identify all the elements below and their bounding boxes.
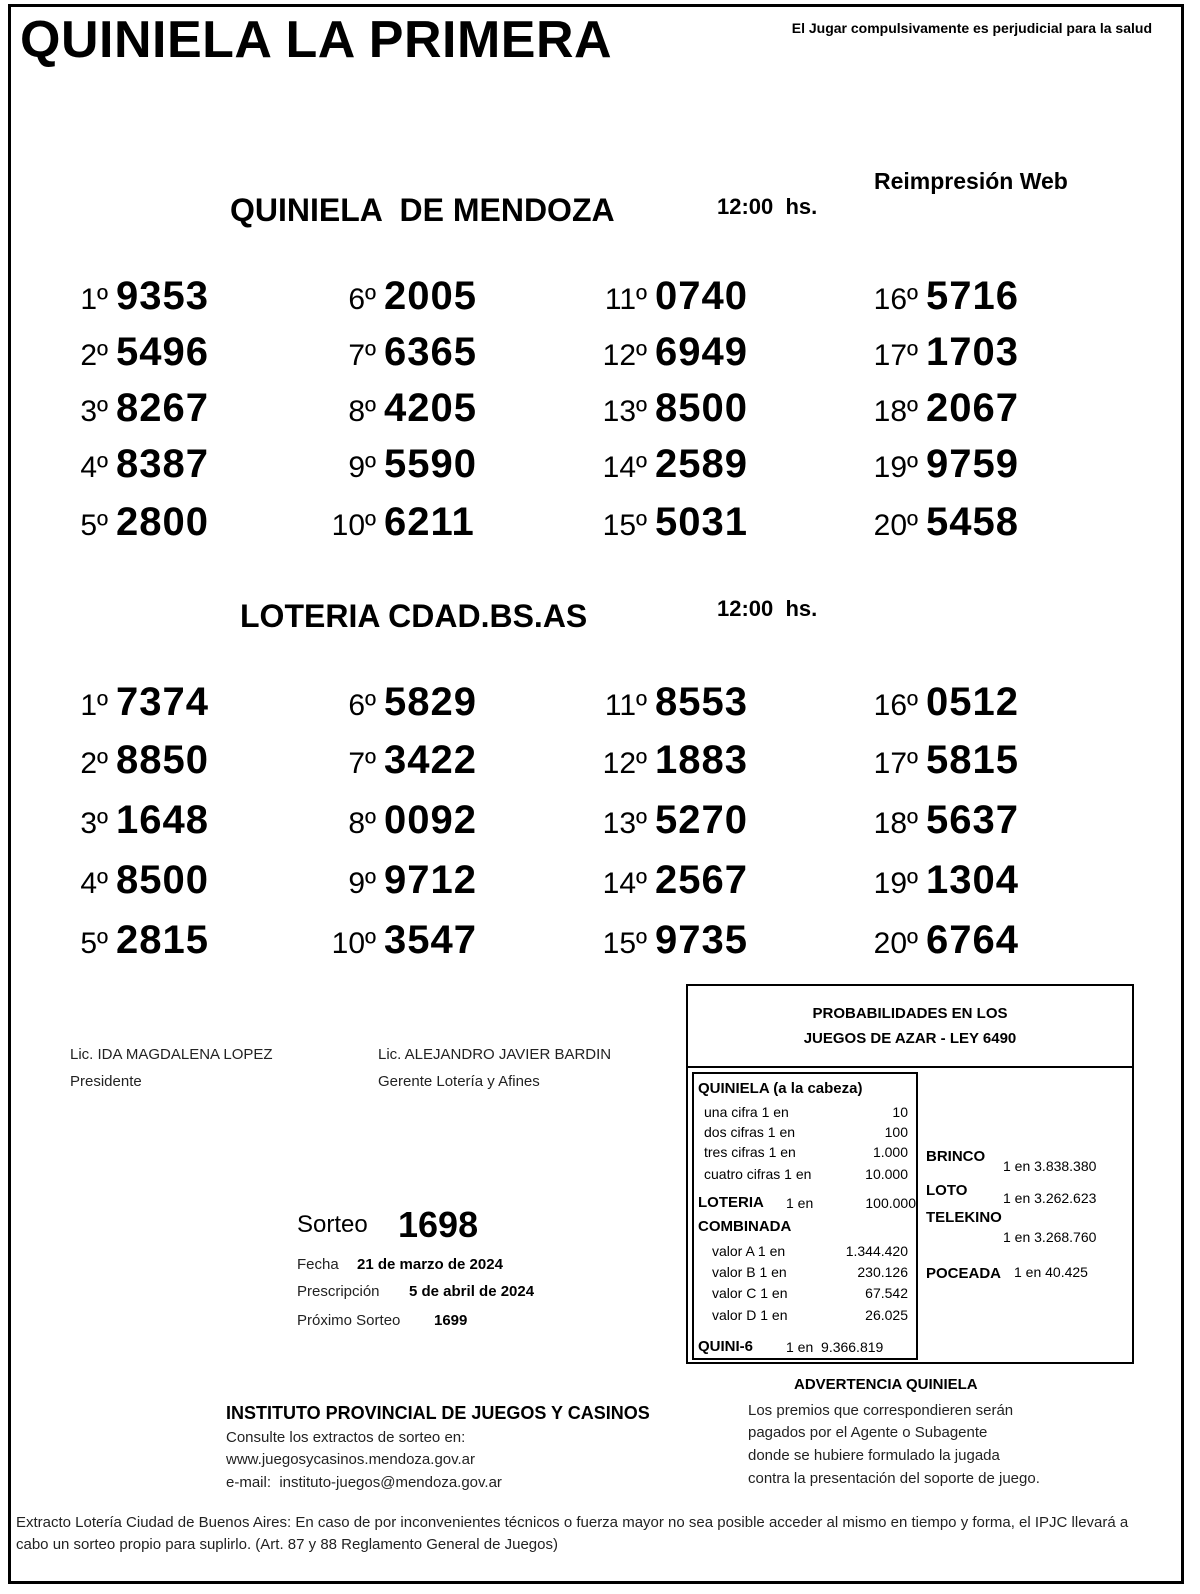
quiniela-prob-title: QUINIELA (a la cabeza) bbox=[698, 1080, 863, 1097]
result-number: 5496 bbox=[116, 330, 209, 374]
result-number: 6211 bbox=[384, 500, 475, 544]
result-position: 7º bbox=[348, 339, 376, 372]
result-cell bbox=[54, 386, 209, 436]
page-title: QUINIELA LA PRIMERA bbox=[20, 11, 613, 69]
result-cell bbox=[864, 858, 1019, 908]
result-number: 5815 bbox=[926, 738, 1019, 782]
result-cell bbox=[54, 738, 209, 788]
buenosaires-section-time: 12:00 hs. bbox=[717, 596, 818, 621]
telekino-prob-label: TELEKINO bbox=[926, 1209, 1002, 1226]
institute-title: INSTITUTO PROVINCIAL DE JUEGOS Y CASINOS bbox=[226, 1403, 650, 1423]
result-position: 14º bbox=[602, 451, 647, 484]
result-position: 4º bbox=[80, 867, 108, 900]
result-number: 2067 bbox=[926, 386, 1019, 430]
result-cell bbox=[864, 442, 1019, 492]
prob-label: valor A 1 en bbox=[712, 1243, 786, 1259]
prob-value: 100 bbox=[884, 1124, 908, 1140]
result-cell bbox=[864, 798, 1019, 848]
result-position: 12º bbox=[602, 339, 647, 372]
advertencia-title: ADVERTENCIA QUINIELA bbox=[794, 1376, 978, 1393]
result-position: 10º bbox=[331, 927, 376, 960]
result-number: 6949 bbox=[655, 330, 748, 374]
result-cell bbox=[593, 680, 748, 730]
result-cell bbox=[593, 858, 748, 908]
proximo-sorteo-label: Próximo Sorteo bbox=[297, 1312, 401, 1329]
loteria-prob-label: LOTERIA bbox=[698, 1194, 764, 1211]
result-position: 6º bbox=[348, 689, 376, 722]
loteria-prob-en: 1 en bbox=[786, 1195, 814, 1211]
result-cell bbox=[593, 274, 748, 324]
result-cell bbox=[864, 500, 1019, 550]
result-number: 9353 bbox=[116, 274, 209, 318]
result-cell bbox=[864, 738, 1019, 788]
result-position: 13º bbox=[602, 807, 647, 840]
result-number: 5270 bbox=[655, 798, 748, 842]
prob-value: 10 bbox=[892, 1104, 908, 1120]
result-cell bbox=[864, 918, 1019, 968]
result-number: 3547 bbox=[384, 918, 477, 962]
result-cell bbox=[593, 500, 748, 550]
prescripcion-label: Prescripción bbox=[297, 1283, 380, 1300]
result-position: 14º bbox=[602, 867, 647, 900]
signature-left-role: Presidente bbox=[70, 1073, 142, 1090]
result-cell bbox=[322, 858, 477, 908]
result-position: 19º bbox=[873, 451, 918, 484]
prob-label: tres cifras 1 en bbox=[704, 1144, 796, 1160]
result-cell bbox=[864, 680, 1019, 730]
result-position: 9º bbox=[348, 867, 376, 900]
footer-note: Extracto Lotería Ciudad de Buenos Aires: En caso de por inconvenientes técnicos o fuerza mayor no sea posible acceder al mismo en tiempo y forma, el IPJC llevará a cabo un sorteo propio para suplirlo. (Art. 87 y 88 Reglamento General de Juegos) bbox=[16, 1514, 1129, 1553]
prob-value: 26.025 bbox=[865, 1307, 908, 1323]
probabilities-header-line1: PROBABILIDADES EN LOS bbox=[812, 1005, 1008, 1022]
result-position: 16º bbox=[873, 689, 918, 722]
result-cell bbox=[593, 442, 748, 492]
result-number: 0092 bbox=[384, 798, 477, 842]
result-number: 9712 bbox=[384, 858, 477, 902]
institute-website[interactable]: www.juegosycasinos.mendoza.gov.ar bbox=[226, 1451, 476, 1468]
result-cell bbox=[54, 274, 209, 324]
advertencia-line: contra la presentación del soporte de juego. bbox=[748, 1470, 1040, 1487]
result-cell bbox=[864, 386, 1019, 436]
prob-value: 1.344.420 bbox=[845, 1243, 908, 1259]
result-number: 5637 bbox=[926, 798, 1019, 842]
result-position: 17º bbox=[873, 339, 918, 372]
result-number: 5590 bbox=[384, 442, 477, 486]
result-cell bbox=[593, 918, 748, 968]
mendoza-section-time: 12:00 hs. bbox=[717, 194, 818, 219]
institute-email[interactable]: e-mail: instituto-juegos@mendoza.gov.ar bbox=[226, 1474, 502, 1491]
result-position: 5º bbox=[80, 509, 108, 542]
result-position: 17º bbox=[873, 747, 918, 780]
result-cell bbox=[864, 274, 1019, 324]
result-number: 0512 bbox=[926, 680, 1019, 724]
advertencia-line: pagados por el Agente o Subagente bbox=[748, 1424, 988, 1441]
result-number: 5458 bbox=[926, 500, 1019, 544]
result-number: 4205 bbox=[384, 386, 477, 430]
fecha-value: 21 de marzo de 2024 bbox=[357, 1256, 503, 1273]
result-number: 8500 bbox=[116, 858, 209, 902]
result-number: 6365 bbox=[384, 330, 477, 374]
result-number: 6764 bbox=[926, 918, 1019, 962]
prob-value: 230.126 bbox=[857, 1264, 908, 1280]
result-position: 20º bbox=[873, 509, 918, 542]
result-position: 18º bbox=[873, 395, 918, 428]
reprint-label: Reimpresión Web bbox=[874, 168, 1068, 194]
sorteo-label: Sorteo bbox=[297, 1211, 368, 1238]
result-position: 8º bbox=[348, 807, 376, 840]
result-position: 11º bbox=[604, 283, 647, 316]
result-number: 5031 bbox=[655, 500, 748, 544]
result-position: 10º bbox=[331, 509, 376, 542]
result-number: 9759 bbox=[926, 442, 1019, 486]
result-position: 12º bbox=[602, 747, 647, 780]
result-cell bbox=[322, 330, 477, 380]
result-number: 0740 bbox=[655, 274, 748, 318]
result-cell bbox=[54, 858, 209, 908]
signature-right-name: Lic. ALEJANDRO JAVIER BARDIN bbox=[378, 1046, 612, 1063]
result-number: 8387 bbox=[116, 442, 209, 486]
result-position: 20º bbox=[873, 927, 918, 960]
result-cell bbox=[322, 500, 475, 550]
result-cell bbox=[864, 330, 1019, 380]
result-number: 5829 bbox=[384, 680, 477, 724]
result-cell bbox=[322, 798, 477, 848]
result-number: 8553 bbox=[655, 680, 748, 724]
result-position: 11º bbox=[604, 689, 647, 722]
proximo-sorteo-value: 1699 bbox=[434, 1312, 468, 1329]
result-position: 19º bbox=[873, 867, 918, 900]
prescripcion-value: 5 de abril de 2024 bbox=[409, 1283, 535, 1300]
fecha-label: Fecha bbox=[297, 1256, 339, 1273]
result-position: 5º bbox=[80, 927, 108, 960]
result-number: 8500 bbox=[655, 386, 748, 430]
result-cell bbox=[54, 680, 209, 730]
signature-right-role: Gerente Lotería y Afines bbox=[378, 1073, 540, 1090]
result-cell bbox=[322, 918, 477, 968]
combinada-prob-title: COMBINADA bbox=[698, 1218, 792, 1235]
result-number: 2815 bbox=[116, 918, 209, 962]
result-position: 15º bbox=[602, 509, 647, 542]
result-position: 6º bbox=[348, 283, 376, 316]
result-cell bbox=[593, 738, 748, 788]
result-cell bbox=[54, 798, 209, 848]
result-number: 2567 bbox=[655, 858, 748, 902]
result-position: 13º bbox=[602, 395, 647, 428]
result-position: 2º bbox=[80, 339, 108, 372]
prob-label: valor B 1 en bbox=[712, 1264, 787, 1280]
poceada-prob-label: POCEADA bbox=[926, 1265, 1002, 1282]
result-cell bbox=[54, 918, 209, 968]
result-cell bbox=[322, 680, 477, 730]
result-position: 15º bbox=[602, 927, 647, 960]
result-cell bbox=[322, 442, 477, 492]
result-cell bbox=[322, 274, 477, 324]
result-position: 16º bbox=[873, 283, 918, 316]
result-cell bbox=[54, 500, 209, 550]
loto-prob-value: 1 en 3.262.623 bbox=[1003, 1190, 1097, 1206]
quini6-prob-label: QUINI-6 bbox=[698, 1338, 754, 1355]
result-position: 1º bbox=[80, 283, 108, 316]
result-cell bbox=[322, 738, 477, 788]
result-position: 2º bbox=[80, 747, 108, 780]
prob-label: valor C 1 en bbox=[712, 1285, 788, 1301]
brinco-prob-label: BRINCO bbox=[926, 1148, 986, 1165]
prob-label: dos cifras 1 en bbox=[704, 1124, 796, 1140]
probabilities-header bbox=[688, 986, 1132, 1068]
prob-label: valor D 1 en bbox=[712, 1307, 788, 1323]
advertencia-line: donde se hubiere formulado la jugada bbox=[748, 1447, 1000, 1464]
result-number: 2589 bbox=[655, 442, 748, 486]
probabilities-header-line2: JUEGOS DE AZAR - LEY 6490 bbox=[803, 1030, 1017, 1047]
quini6-prob-value: 1 en 9.366.819 bbox=[786, 1339, 884, 1355]
result-position: 9º bbox=[348, 451, 376, 484]
buenosaires-section-title: LOTERIA CDAD.BS.AS bbox=[240, 598, 588, 634]
prob-label: una cifra 1 en bbox=[704, 1104, 789, 1120]
result-position: 7º bbox=[348, 747, 376, 780]
result-number: 1304 bbox=[926, 858, 1019, 902]
loto-prob-label: LOTO bbox=[926, 1182, 968, 1199]
prob-value: 1.000 bbox=[872, 1144, 908, 1160]
poceada-prob-value: 1 en 40.425 bbox=[1014, 1264, 1088, 1280]
result-cell bbox=[593, 330, 748, 380]
result-position: 3º bbox=[80, 807, 108, 840]
result-cell bbox=[54, 330, 209, 380]
result-cell bbox=[322, 386, 477, 436]
result-number: 2005 bbox=[384, 274, 477, 318]
result-position: 4º bbox=[80, 451, 108, 484]
result-number: 8850 bbox=[116, 738, 209, 782]
result-number: 3422 bbox=[384, 738, 477, 782]
result-position: 3º bbox=[80, 395, 108, 428]
result-cell bbox=[54, 442, 209, 492]
result-number: 2800 bbox=[116, 500, 209, 544]
result-position: 8º bbox=[348, 395, 376, 428]
gambling-warning: El Jugar compulsivamente es perjudicial para la salud bbox=[791, 20, 1152, 36]
result-number: 1703 bbox=[926, 330, 1019, 374]
result-number: 7374 bbox=[116, 680, 209, 724]
brinco-prob-value: 1 en 3.838.380 bbox=[1003, 1158, 1097, 1174]
prob-value: 10.000 bbox=[865, 1166, 908, 1182]
sorteo-number: 1698 bbox=[398, 1204, 479, 1245]
prob-label: cuatro cifras 1 en bbox=[704, 1166, 812, 1182]
loteria-prob-value: 100.000 bbox=[865, 1195, 916, 1211]
institute-line: Consulte los extractos de sorteo en: bbox=[226, 1429, 466, 1446]
signature-left-name: Lic. IDA MAGDALENA LOPEZ bbox=[70, 1046, 273, 1063]
result-number: 5716 bbox=[926, 274, 1019, 318]
result-number: 1883 bbox=[655, 738, 748, 782]
result-number: 8267 bbox=[116, 386, 209, 430]
mendoza-section-title: QUINIELA DE MENDOZA bbox=[230, 192, 615, 228]
result-position: 18º bbox=[873, 807, 918, 840]
result-position: 1º bbox=[80, 689, 108, 722]
result-cell bbox=[593, 386, 748, 436]
prob-value: 67.542 bbox=[865, 1285, 908, 1301]
advertencia-line: Los premios que correspondieren serán bbox=[748, 1402, 1014, 1419]
result-number: 1648 bbox=[116, 798, 209, 842]
result-number: 9735 bbox=[655, 918, 748, 962]
result-cell bbox=[593, 798, 748, 848]
telekino-prob-value: 1 en 3.268.760 bbox=[1003, 1229, 1097, 1245]
